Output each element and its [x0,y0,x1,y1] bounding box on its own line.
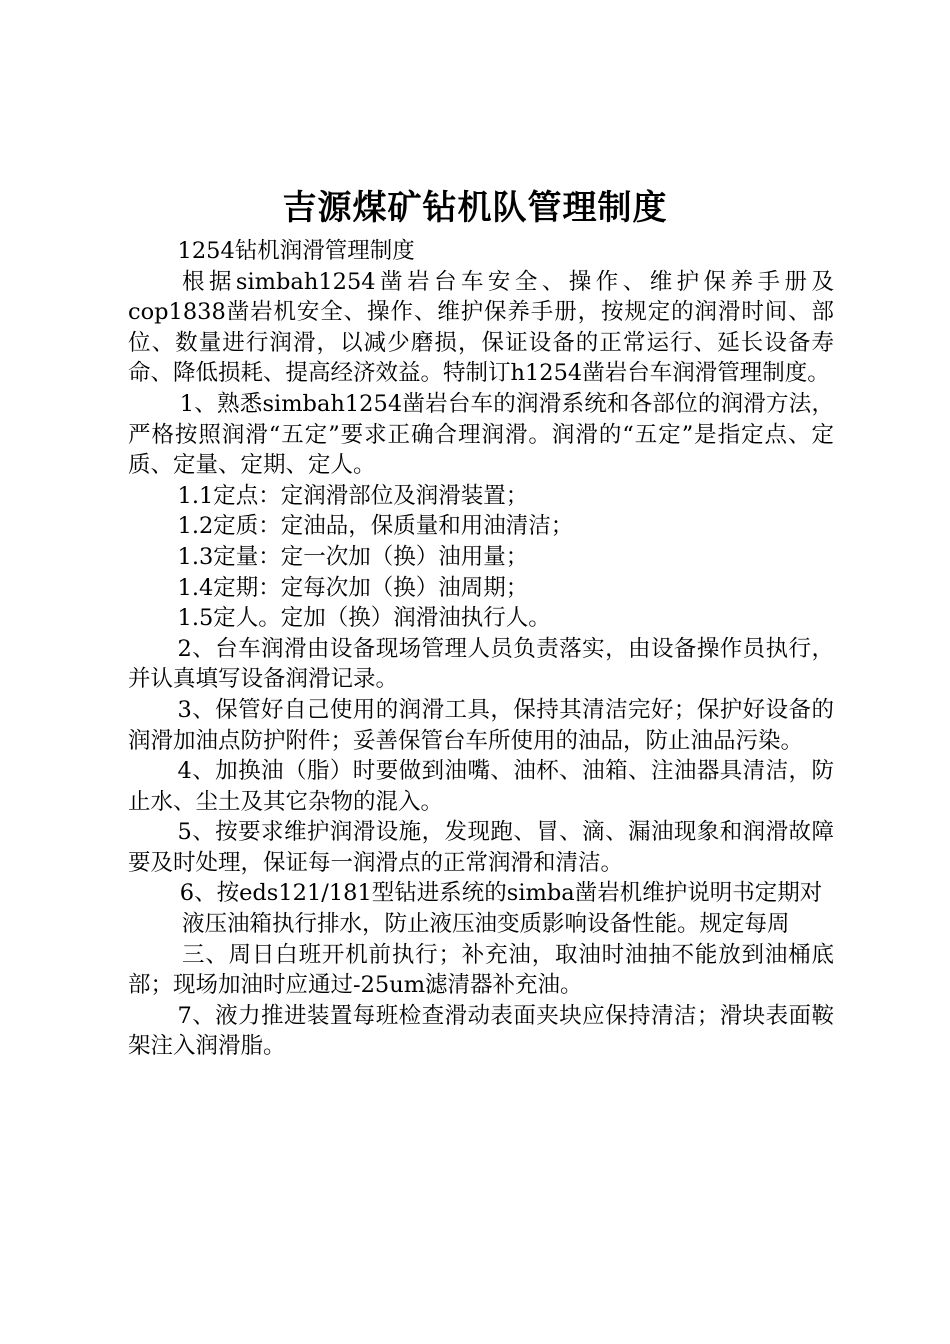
paragraph-item-1-4: 1.4定期：定每次加（换）油周期； [177,574,529,601]
paragraph-item-1-3: 1.3定量：定一次加（换）油用量； [177,543,529,570]
document-body [128,236,834,1062]
paragraph-item-6-cont-1: 液压油箱执行排水，防止液压油变质影响设备性能。规定每周 [182,911,790,938]
paragraph-subtitle: 1254钻机润滑管理制度 [177,238,415,264]
paragraph-item-1-2: 1.2定质：定油品，保质量和用油清洁； [177,513,574,540]
paragraph-item-6-cont-2: 三、周日白班开机前执行；补充油，取油时油抽不能放到油桶底部；现场加油时应通过-25um滤清器补充油。 [128,941,834,999]
paragraph-item-1: 1、熟悉simbah1254凿岩台车的润滑系统和各部位的润滑方法，严格按照润滑“五定”要求正确合理润滑。润滑的“五定”是指定点、定质、定量、定期、定人。 [128,390,834,479]
paragraph-item-3: 3、保管好自己使用的润滑工具，保持其清洁完好；保护好设备的润滑加油点防护附件；妥善保管台车所使用的油品，防止油品污染。 [128,696,834,754]
paragraph-item-4: 4、加换油（脂）时要做到油嘴、油杯、油箱、注油器具清洁，防止水、尘土及其它杂物的混入。 [128,758,834,815]
paragraph-item-7: 7、液力推进装置每班检查滑动表面夹块应保持清洁；滑块表面鞍架注入润滑脂。 [128,1002,834,1060]
document-title: 吉源煤矿钻机队管理制度 [282,188,668,228]
paragraph-item-5: 5、按要求维护润滑设施，发现跑、冒、滴、漏油现象和润滑故障要及时处理，保证每一润滑点的正常润滑和清洁。 [128,819,834,876]
paragraph-item-1-5: 1.5定人。定加（换）润滑油执行人。 [177,605,551,632]
paragraph-intro: 根据simbah1254凿岩台车安全、操作、维护保养手册及cop1838凿岩机安全、操作、维护保养手册，按规定的润滑时间、部位、数量进行润滑，以减少磨损，保证设备的正常运行、延长设备寿命、降低损耗、提高经济效益。特制订h1254凿岩台车润滑管理制度。 [128,268,834,387]
paragraph-item-2: 2、台车润滑由设备现场管理人员负责落实，由设备操作员执行，并认真填写设备润滑记录。 [128,635,834,693]
paragraph-item-1-1: 1.1定点：定润滑部位及润滑装置； [177,482,529,509]
paragraph-item-6: 6、按eds121/181型钻进系统的simba凿岩机维护说明书定期对 [179,880,823,907]
